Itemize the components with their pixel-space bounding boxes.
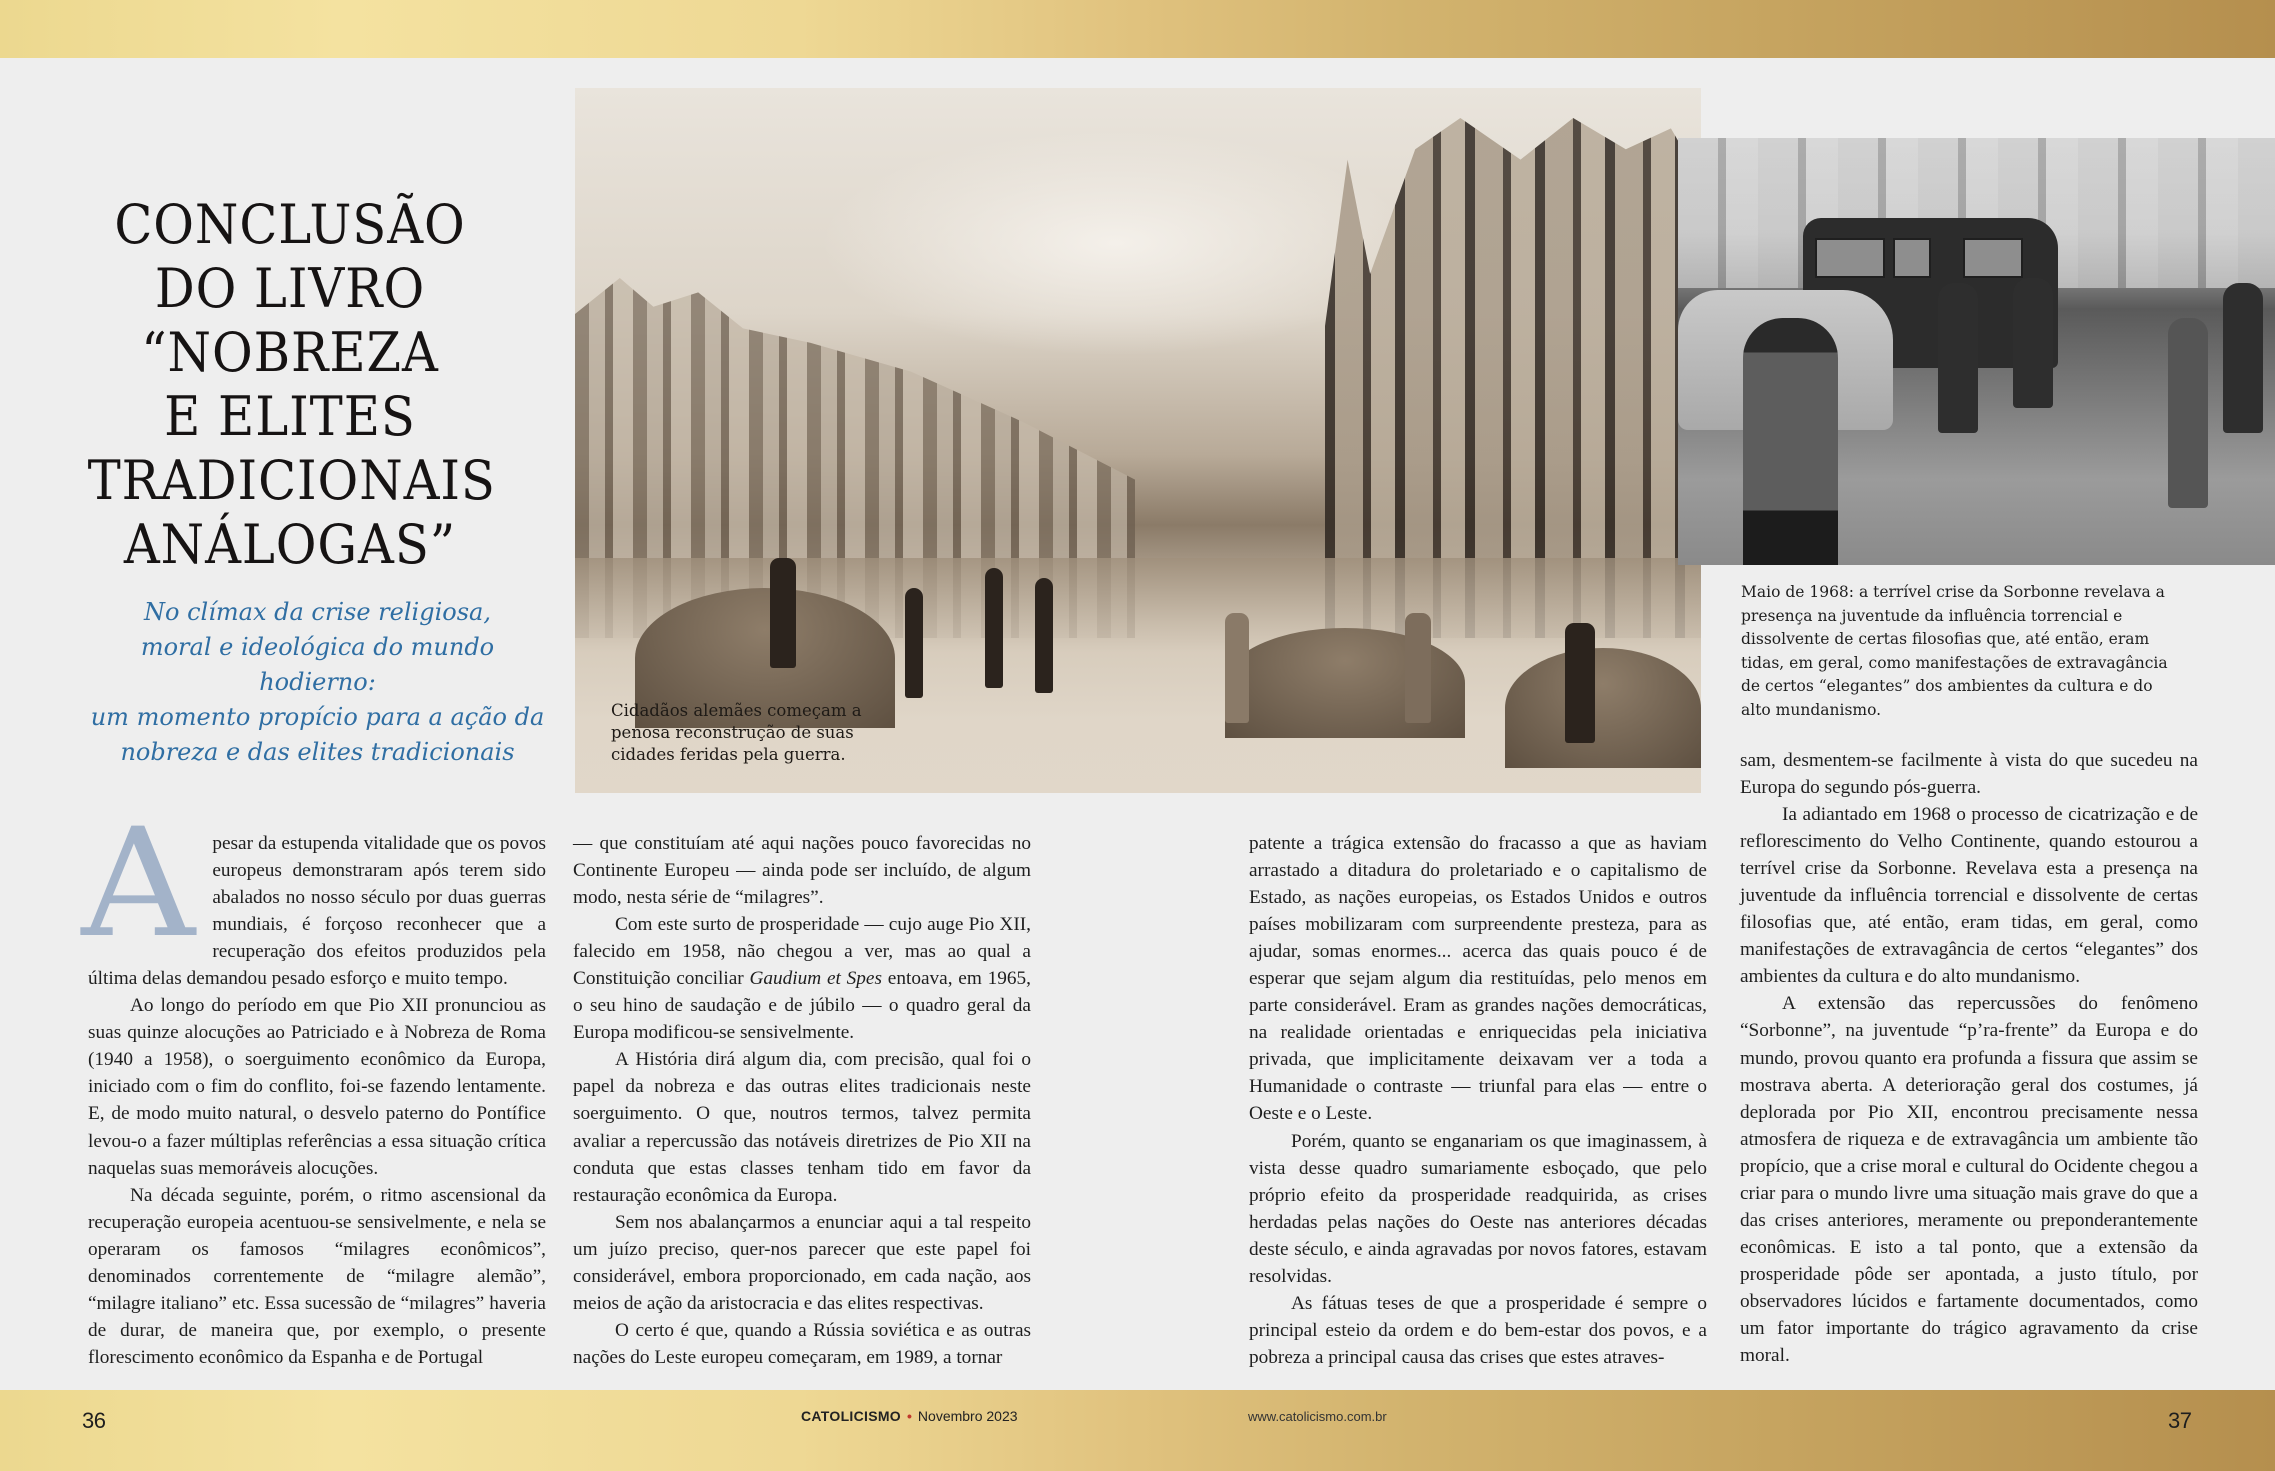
- paragraph: Sem nos abalançarmos a enunciar aqui a tal respeito um juízo preciso, quer-nos parecer que este papel foi considerável, embora proporcionado, em cada nação, aos meios de ação da aristocracia e das elites respectivas.: [573, 1211, 1031, 1314]
- magazine-name: CATOLICISMO: [801, 1408, 902, 1424]
- deck-line: um momento propício para a ação da: [90, 703, 545, 731]
- footer-gold-band: [0, 1390, 2275, 1471]
- protester-figure: [2013, 278, 2053, 408]
- text-column-1: [81, 797, 546, 1371]
- photo-caption: Maio de 1968: a terrível crise da Sorbonne revelava a presença na juventude da influência torrencial e dissolvente de certas filosofias que, até então, eram tidas, em geral, como manifestações de extravagância de certos “elegantes” dos ambientes da cultura e do alto mundanismo.: [1741, 583, 2168, 719]
- paragraph: A História dirá algum dia, com precisão, qual foi o papel da nobreza e das outras elites tradicionais neste soerguimento. O que, noutros termos, talvez permita avaliar a repercussão das notáveis diretrizes de Pio XII na conduta que estas classes tenham tido em favor da restauração econômica da Europa.: [573, 1049, 1031, 1206]
- issue-date: Novembro 2023: [917, 1408, 1018, 1424]
- paragraph: pesar da estupenda vitalidade que os povos europeus demonstraram após terem sido abalados no nosso século por duas guerras mundiais, é forçoso reconhecer que a recuperação dos efeitos produzidos pela última delas demandou pesado esforço e muito tempo.: [88, 833, 546, 990]
- deck-line: No clímax da crise religiosa,: [144, 598, 491, 626]
- headline-line: ANÁLOGAS”: [123, 513, 457, 576]
- protester-figure: [2223, 283, 2263, 433]
- paragraph: O certo é que, quando a Rússia soviética e as outras nações do Leste europeu começaram, em 1989, a tornar: [573, 1319, 1031, 1368]
- paragraph: Na década seguinte, porém, o ritmo ascensional da recuperação europeia acentuou-se sensivelmente, e nela se operaram os famosos “milagres econômicos”, denominados correntemente de “milagre alemão”, “milagre italiano” etc. Essa sucessão de “milagres” haveria de durar, de maneira que, por exemplo, o presente florescimento econômico da Espanha e de Portugal: [88, 1184, 546, 1368]
- headline-line: E ELITES: [164, 385, 416, 448]
- paragraph-text: Com este surto de prosperidade — cujo auge Pio XII, falecido em 1958, não chegou a ver, mas ao qual a Constituição conciliar: [573, 914, 1031, 990]
- website-url[interactable]: www.catolicismo.com.br: [1248, 1409, 1387, 1424]
- worker-figure: [1225, 613, 1249, 723]
- onlooker-figure: [1743, 318, 1838, 565]
- separator-dot-icon: •: [907, 1408, 912, 1424]
- worker-figure: [1405, 613, 1431, 723]
- paragraph: — que constituíam até aqui nações pouco favorecidas no Continente Europeu — ainda pode ser incluído, de algum modo, nesta série de “milagres”.: [573, 833, 1031, 909]
- photo-caption: Cidadãos alemães começam a penosa reconstrução de suas cidades feridas pela guerra.: [611, 701, 862, 764]
- protester-figure: [1938, 283, 1978, 433]
- worker-figure: [770, 558, 796, 668]
- worker-figure: [985, 568, 1003, 688]
- deck-line: moral e ideológica do mundo hodierno:: [140, 633, 495, 696]
- drop-cap: A: [81, 797, 196, 971]
- protester-figure: [2168, 318, 2208, 508]
- van-window: [1963, 238, 2023, 278]
- paragraph-text: entoava, em 1965, o seu hino de saudação e de júbilo — o quadro geral da Europa modificou-se sensivelmente.: [573, 968, 1031, 1044]
- van-window: [1815, 238, 1885, 278]
- headline-line: CONCLUSÃO: [114, 193, 466, 256]
- paragraph: [573, 911, 1031, 1046]
- paragraph: A extensão das repercussões do fenômeno “Sorbonne”, na juventude “p’ra-frente” da Europa e do mundo, provou quanto era profunda a fissura que assim se mostrava aberta. A deterioração geral dos costumes, já deplorada por Pio XII, encontrou precisamente nessa atmosfera de riqueza e de extravagância um ambiente tão propício, que a crise moral e cultural do Ocidente chegou a criar para o mundo livre uma situação mais grave do que a das crises anteriores, meramente ou preponderantemente econômicas. E isto a tal ponto, que a extensão da prosperidade pôde ser apontada, a justo título, por observadores lúcidos e fartamente documentados, como um fator importante do trágico agravamento da crise moral.: [1740, 993, 2198, 1367]
- paragraph: Porém, quanto se enganariam os que imaginassem, à vista desse quadro sumariamente esboçado, que pelo próprio efeito da prosperidade readquirida, as crises herdadas pelas nações do Oeste nas anteriores décadas deste século, e ainda agravadas por novos fatores, estavam resolvidas.: [1249, 1130, 1707, 1287]
- article-headline: [87, 193, 496, 577]
- deck-line: nobreza e das elites tradicionais: [120, 738, 515, 766]
- page-number-right: 37: [2168, 1408, 2192, 1433]
- paragraph: Ia adiantado em 1968 o processo de cicatrização e de reflorescimento do Velho Continente, quando estourou a terrível crise da Sorbonne. Revelava esta a presença na juventude da influência torrencial e dissolvente de certas filosofias que, até então, eram tidas, em geral, como manifestações de extravagância de certos “elegantes” dos ambientes da cultura e do alto mundanismo.: [1740, 804, 2198, 988]
- text-column-2: [573, 830, 1031, 1371]
- magazine-masthead: [801, 1408, 1018, 1424]
- headline-line: DO LIVRO: [154, 257, 426, 320]
- worker-figure: [905, 588, 923, 698]
- photo-german-ruins: [575, 88, 1701, 793]
- headline-line: TRADICIONAIS: [87, 449, 496, 512]
- paragraph: As fátuas teses de que a prosperidade é sempre o principal esteio da ordem e do bem-estar dos povos, e a pobreza a principal causa das crises que estes atraves-: [1249, 1292, 1707, 1368]
- text-column-4: [1740, 747, 2198, 1369]
- article-deck: [90, 595, 545, 770]
- text-column-3: [1249, 830, 1707, 1371]
- paragraph: sam, desmentem-se facilmente à vista do que sucedeu na Europa do segundo pós-guerra.: [1740, 750, 2198, 799]
- worker-figure: [1035, 578, 1053, 693]
- document-title: Gaudium et Spes: [749, 968, 882, 990]
- worker-figure: [1565, 623, 1595, 743]
- rubble-pile: [1505, 648, 1701, 768]
- van-window: [1893, 238, 1931, 278]
- paragraph: Ao longo do período em que Pio XII pronunciou as suas quinze alocuções ao Patriciado e à Nobreza de Roma (1940 a 1958), o soerguimento econômico da Europa, iniciado com o fim do conflito, foi-se fazendo lentamente. E, de modo muito natural, o desvelo paterno do Pontífice levou-o a fazer múltiplas referências a essa situação crítica naquelas suas memoráveis alocuções.: [88, 995, 546, 1179]
- headline-line: “NOBREZA: [141, 321, 439, 384]
- paragraph: patente a trágica extensão do fracasso a que as haviam arrastado a ditadura do proletariado e o capitalismo de Estado, as nações europeias, os Estados Unidos e outros países mobilizaram com surpreendente presteza, para as ajudar, somas enormes... acerca das quais pouco é de esperar que sejam algum dia restituídas, pelo menos em parte considerável. Eram as grandes nações democráticas, na realidade orientadas e enriquecidas pela iniciativa privada, que implicitamente deixavam ver a toda a Humanidade o contraste — triunfal para elas — entre o Oeste e o Leste.: [1249, 833, 1707, 1125]
- photo-sorbonne-1968: [1678, 138, 2275, 565]
- page-number-left: 36: [82, 1408, 106, 1433]
- header-gold-band: [0, 0, 2275, 58]
